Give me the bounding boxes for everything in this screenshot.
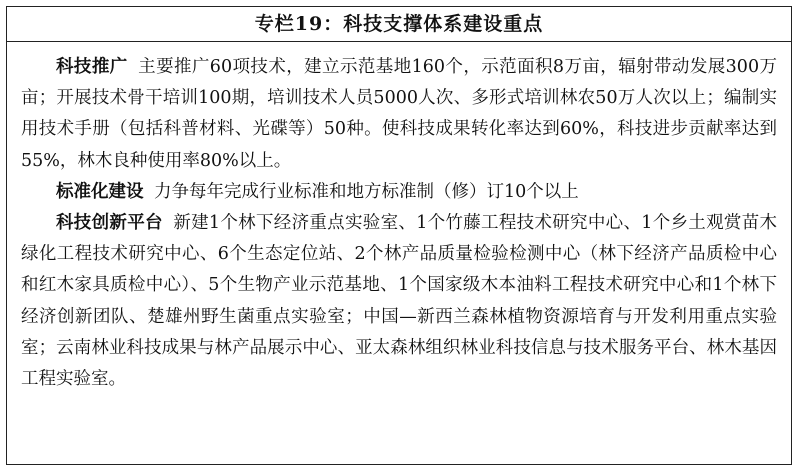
text-standardization: 力争每年完成行业标准和地方标准制（修）订10个以上 bbox=[154, 181, 579, 202]
paragraph-tech-promotion bbox=[21, 52, 777, 177]
label-tech-promotion: 科技推广 bbox=[56, 57, 128, 77]
feature-box bbox=[6, 6, 792, 465]
box-content bbox=[7, 42, 791, 395]
text-tech-promotion: 主要推广60项技术，建立示范基地160个，示范面积8万亩，辐射带动发展300万亩；开展技术骨干培训100期，培训技术人员5000人次、多形式培训林农50万人次以上；编制实用技术手册（包括科普材料、光碟等）50种。使科技成果转化率达到60%，科技进步贡献率达到55%，林木良种使用率80%以上。 bbox=[21, 57, 777, 171]
box-title: 专栏19：科技支撑体系建设重点 bbox=[7, 7, 791, 42]
label-innovation-platform: 科技创新平台 bbox=[56, 213, 163, 234]
text-innovation-platform: 新建1个林下经济重点实验室、1个竹藤工程技术研究中心、1个乡土观赏苗木绿化工程技术研究中心、6个生态定位站、2个林产品质量检验检测中心（林下经济产品质检中心和红木家具质检中心）、5个生物产业示范基地、1个国家级木本油料工程技术研究中心和1个林下经济创新团队、楚雄州野生菌重点实验室；中国—新西兰森林植物资源培育与开发利用重点实验室；云南林业科技成果与林产品展示中心、亚太森林组织林业科技信息与技术服务平台、林木基因工程实验室。 bbox=[21, 213, 778, 390]
paragraph-standardization bbox=[21, 177, 777, 208]
label-standardization: 标准化建设 bbox=[56, 181, 144, 202]
paragraph-innovation-platform bbox=[21, 208, 777, 395]
